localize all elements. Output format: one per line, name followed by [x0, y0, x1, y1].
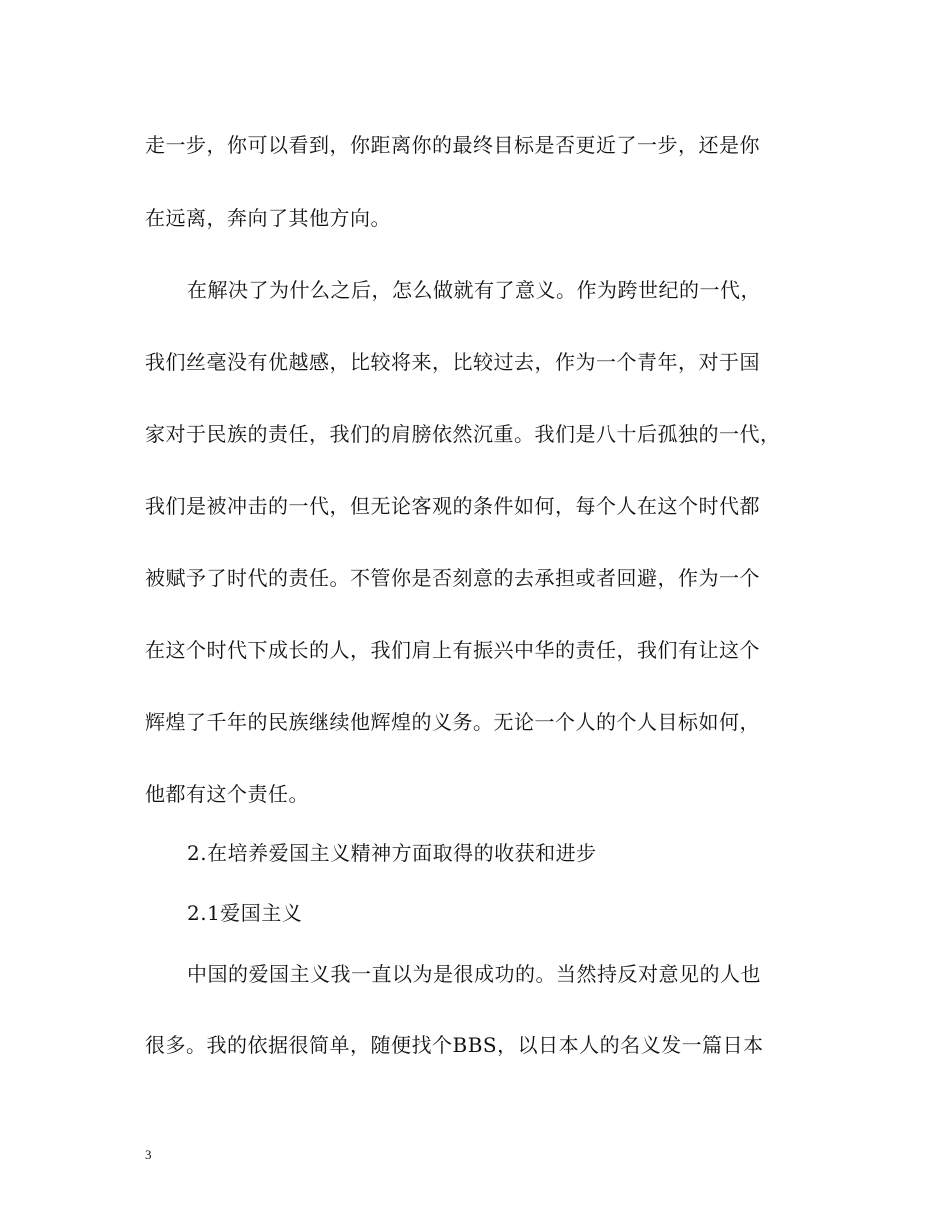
- paragraph-line-1: 在解决了为什么之后，怎么做就有了意义。作为跨世纪的一代，: [187, 278, 761, 302]
- section-heading: 2.在培养爱国主义精神方面取得的收获和进步: [187, 841, 597, 865]
- text-line-1: 走一步，你可以看到，你距离你的最终目标是否更近了一步，还是你: [145, 133, 760, 157]
- subsection-heading: 2.1爱国主义: [187, 901, 303, 925]
- text-line-7: 在这个时代下成长的人，我们肩上有振兴中华的责任，我们有让这个: [145, 638, 760, 662]
- text-line-10: 很多。我的依据很简单，随便找个BBS，以日本人的名义发一篇日本: [145, 1033, 764, 1057]
- page-number: 3: [145, 1147, 152, 1162]
- text-line-6: 被赋予了时代的责任。不管你是否刻意的去承担或者回避，作为一个: [145, 566, 760, 590]
- text-line-4: 家对于民族的责任，我们的肩膀依然沉重。我们是八十后孤独的一代，: [145, 422, 781, 446]
- text-line-5: 我们是被冲击的一代，但无论客观的条件如何，每个人在这个时代都: [145, 494, 760, 518]
- text-line-9: 他都有这个责任。: [145, 782, 309, 806]
- text-line-8: 辉煌了千年的民族继续他辉煌的义务。无论一个人的个人目标如何，: [145, 710, 760, 734]
- paragraph-line-2: 中国的爱国主义我一直以为是很成功的。当然持反对意见的人也: [187, 962, 761, 986]
- text-line-2: 在远离，奔向了其他方向。: [145, 206, 391, 230]
- text-line-3: 我们丝毫没有优越感，比较将来，比较过去，作为一个青年，对于国: [145, 350, 760, 374]
